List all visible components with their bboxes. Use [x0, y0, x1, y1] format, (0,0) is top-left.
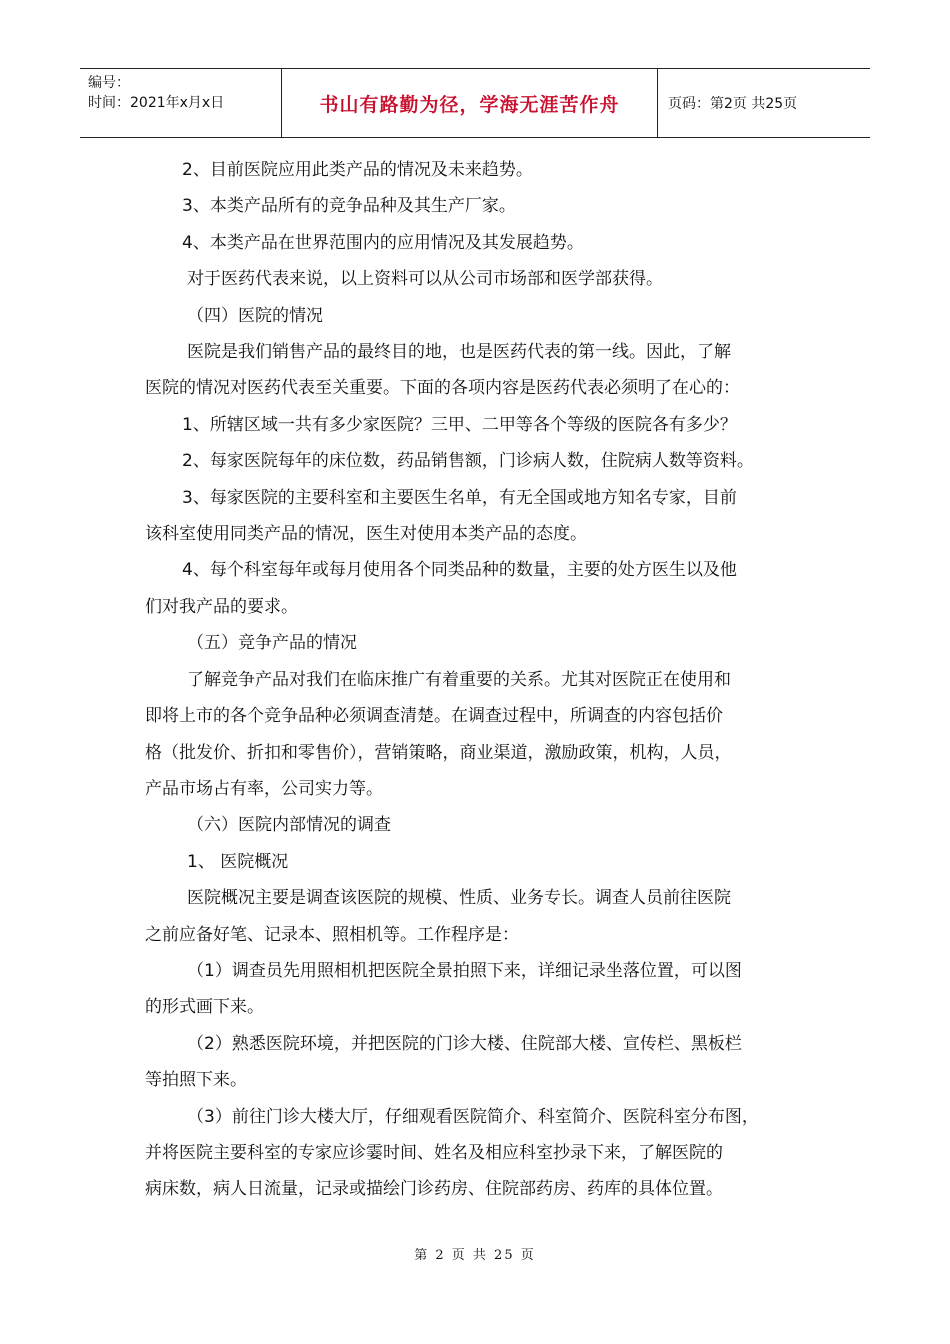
paragraph-line: 该科室使用同类产品的情况，医生对使用本类产品的态度。	[145, 524, 587, 545]
paragraph-line: 格（批发价、折扣和零售价），营销策略，商业渠道，激励政策，机构，人员，	[145, 742, 732, 763]
paragraph-line: 病床数，病人日流量，记录或描绘门诊药房、住院部药房、药库的具体位置。	[145, 1179, 723, 1200]
paragraph-line: 的形式画下来。	[145, 997, 264, 1018]
paragraph-line: 产品市场占有率，公司实力等。	[145, 778, 383, 799]
paragraph-line: 了解竞争产品对我们在临床推广有着重要的关系。尤其对医院正在使用和	[187, 669, 731, 690]
paragraph-line: 4、每个科室每年或每月使用各个同类品种的数量，主要的处方医生以及他	[182, 560, 737, 581]
paragraph-line: （四）医院的情况	[187, 305, 323, 326]
paragraph-line: 们对我产品的要求。	[145, 596, 298, 617]
paragraph-line: 1、 医院概况	[187, 851, 289, 872]
document-body	[145, 152, 825, 1208]
paragraph-line: （1）调查员先用照相机把医院全景拍照下来，详细记录坐落位置，可以图	[187, 960, 742, 981]
header-motto: 书山有路勤为径，学海无涯苦作舟	[282, 69, 658, 137]
paragraph-line: 医院概况主要是调查该医院的规模、性质、业务专长。调查人员前往医院	[187, 888, 731, 909]
document-number-label: 编号：	[88, 75, 130, 91]
paragraph-line: 之前应备好笔、记录本、照相机等。工作程序是：	[145, 924, 519, 945]
paragraph-line: （2）熟悉医院环境，并把医院的门诊大楼、住院部大楼、宣传栏、黑板栏	[187, 1033, 742, 1054]
paragraph-line: 即将上市的各个竞争品种必须调查清楚。在调查过程中，所调查的内容包括价	[145, 706, 723, 727]
paragraph-line: 3、本类产品所有的竞争品种及其生产厂家。	[182, 196, 516, 217]
header-page-label: 页码：第2页 共25页	[668, 96, 798, 112]
paragraph-line: 4、本类产品在世界范围内的应用情况及其发展趋势。	[182, 232, 584, 253]
paragraph-line: 对于医药代表来说，以上资料可以从公司市场部和医学部获得。	[187, 269, 663, 290]
page-footer: 第 2 页 共 25 页	[414, 1248, 536, 1263]
paragraph-line: （五）竞争产品的情况	[187, 633, 357, 654]
paragraph-line: 2、每家医院每年的床位数，药品销售额，门诊病人数，住院病人数等资料。	[182, 451, 754, 472]
paragraph-line: 医院是我们销售产品的最终目的地，也是医药代表的第一线。因此，了解	[187, 342, 731, 363]
paragraph-line: 3、每家医院的主要科室和主要医生名单，有无全国或地方知名专家，目前	[182, 487, 737, 508]
paragraph-line: 等拍照下来。	[145, 1070, 247, 1091]
page-header	[80, 68, 870, 138]
paragraph-line: （六）医院内部情况的调查	[187, 815, 391, 836]
header-info-cell	[80, 69, 282, 137]
document-date-label: 时间：2021年x月x日	[88, 95, 225, 111]
paragraph-line: （3）前往门诊大楼大厅，仔细观看医院简介、科室简介、医院科室分布图，	[187, 1106, 759, 1127]
paragraph-line: 医院的情况对医药代表至关重要。下面的各项内容是医药代表必须明了在心的：	[145, 378, 740, 399]
paragraph-line: 2、目前医院应用此类产品的情况及未来趋势。	[182, 160, 533, 180]
paragraph-line: 并将医院主要科室的专家应诊霎时间、姓名及相应科室抄录下来，了解医院的	[145, 1142, 723, 1163]
paragraph-line: 1、所辖区域一共有多少家医院？三甲、二甲等各个等级的医院各有多少？	[182, 414, 737, 435]
